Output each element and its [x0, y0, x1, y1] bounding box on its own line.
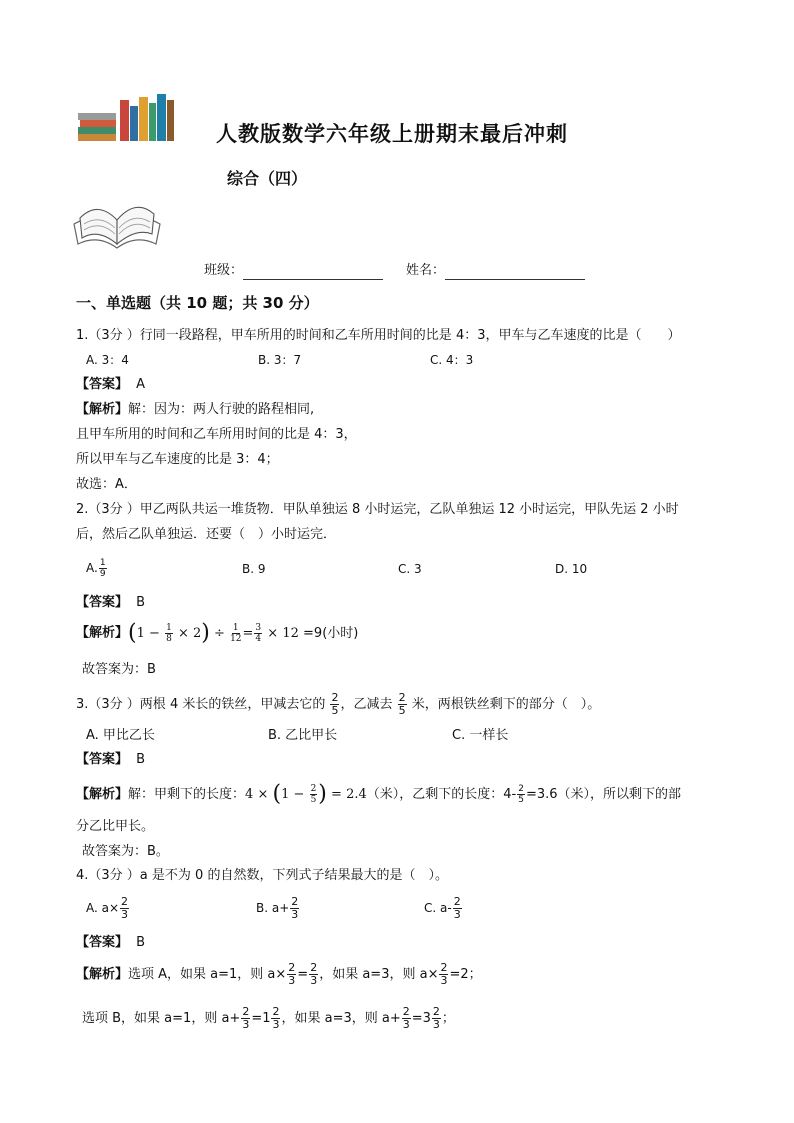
page-title: 人教版数学六年级上册期末最后冲刺 [216, 121, 568, 146]
frac-numerator: 1 [99, 558, 106, 568]
answer-label: 【答案】 [76, 595, 129, 610]
q1-analysis-3: 所以甲车与乙车速度的比是 3：4； [76, 452, 279, 467]
q2-result: =9(小时) [303, 626, 359, 641]
q2-option-b[interactable]: B. 9 [242, 562, 266, 576]
analysis-text: 解：因为：两人行驶的路程相同, [128, 402, 315, 417]
q2-stem-1: 2.（3分 ）甲乙两队共运一堆货物．甲队单独运 8 小时运完，乙队单独运 12 小时运完，甲队先运 2 小时 [76, 502, 679, 517]
q1-option-a[interactable]: A. 3：4 [86, 353, 129, 367]
name-field [406, 262, 585, 280]
books-stack-icon [76, 94, 176, 142]
q2-option-c[interactable]: C. 3 [398, 562, 422, 576]
analysis-label: 【解析】 [76, 967, 129, 982]
q3-answer [76, 751, 145, 769]
analysis-label: 【解析】 [76, 625, 129, 641]
analysis-label: 【解析】 [76, 402, 129, 417]
q3-analysis: 【解析】解：甲剩下的长度：4 × (1 − $\frac{2}{5}$ ) = 2.4（米），乙剩下的长度：4- $\frac{2}{5}$ =3.6（米），所以剩下的部 [76, 781, 682, 807]
q4-option-a[interactable]: A. a× $\frac{2}{3}$ [86, 895, 129, 921]
q2-expression: (1 − $\frac{1}{8}$ × 2) ÷ $\frac{1}{12}$ = $\frac{3}{4}$ × 12 [128, 620, 299, 646]
q4-answer [76, 934, 145, 952]
q3-option-b[interactable]: B. 乙比甲长 [268, 728, 338, 743]
q4-analysis-2: 选项 B，如果 a=1，则 a+ $\frac{2}{3}$ =1 $\frac{2}{3}$ ，如果 a=3，则 a+ $\frac{2}{3}$ =3 $\frac{2}{3}$ ； [82, 1005, 455, 1031]
q4-option-b[interactable]: B. a+ $\frac{2}{3}$ [256, 895, 299, 921]
q2-answer [76, 594, 145, 612]
q3-option-a[interactable]: A. 甲比乙长 [86, 728, 155, 743]
q1-answer [76, 376, 145, 394]
frac-denominator: 9 [99, 569, 106, 579]
q2-option-a-prefix: A. [86, 561, 98, 575]
q3-stem-c: 米，两根铁丝剩下的部分（ ）。 [411, 697, 601, 712]
answer-label: 【答案】 [76, 935, 129, 950]
class-blank[interactable] [243, 267, 383, 280]
q1-option-c[interactable]: C. 4：3 [430, 353, 474, 367]
q1-analysis-2: 且甲车所用的时间和乙车所用时间的比是 4：3， [76, 427, 357, 442]
section-heading: 一、单选题（共 10 题；共 30 分） [76, 294, 319, 312]
answer-label: 【答案】 [76, 377, 129, 392]
q2-stem-2: 后，然后乙队单独运．还要（ ）小时运完． [76, 527, 337, 542]
q3-stem-a: 3.（3分 ）两根 4 米长的铁丝，甲减去它的 [76, 697, 326, 712]
q3-option-c[interactable]: C. 一样长 [452, 728, 509, 743]
q2-option-a[interactable] [86, 558, 108, 579]
answer-value: A [136, 377, 146, 392]
answer-value: B [136, 752, 146, 767]
q4-option-c[interactable]: C. a- $\frac{2}{3}$ [424, 895, 461, 921]
q4-analysis-1: 【解析】选项 A，如果 a=1，则 a× $\frac{2}{3}$ = $\frac{2}{3}$ ，如果 a=3，则 a× $\frac{2}{3}$ =2； [76, 961, 482, 987]
q2-analysis [76, 620, 359, 646]
name-label: 姓名： [406, 263, 446, 278]
analysis-label: 【解析】 [76, 787, 129, 802]
q3-stem-b: ，乙减去 [340, 697, 393, 712]
answer-label: 【答案】 [76, 752, 129, 767]
q2-summary: 故答案为：B [82, 662, 156, 677]
q1-stem: 1.（3分 ）行同一段路程，甲车所用的时间和乙车所用时间的比是 4：3，甲车与乙车速度的比是（ ） [76, 328, 681, 343]
q3-stem: 3.（3分 ）两根 4 米长的铁丝，甲减去它的 $\frac{2}{5}$ ，乙减去 $\frac{2}{5}$ 米，两根铁丝剩下的部分（ ）。 [76, 691, 601, 717]
class-label: 班级： [204, 263, 244, 278]
q1-analysis-4: 故选：A． [76, 477, 137, 492]
name-blank[interactable] [445, 267, 585, 280]
q1-analysis-1 [76, 401, 314, 419]
q3-summary: 故答案为：B。 [82, 844, 169, 859]
open-book-icon [70, 194, 164, 252]
answer-value: B [136, 935, 146, 950]
class-field [204, 262, 383, 280]
q3-analysis-2: 分乙比甲长。 [76, 819, 155, 834]
q4-stem: 4.（3分 ）a 是不为 0 的自然数，下列式子结果最大的是（ ）。 [76, 868, 448, 883]
q2-option-d[interactable]: D. 10 [555, 562, 588, 576]
q1-option-b[interactable]: B. 3：7 [258, 353, 302, 367]
answer-value: B [136, 595, 146, 610]
page-subtitle: 综合（四） [227, 169, 308, 188]
